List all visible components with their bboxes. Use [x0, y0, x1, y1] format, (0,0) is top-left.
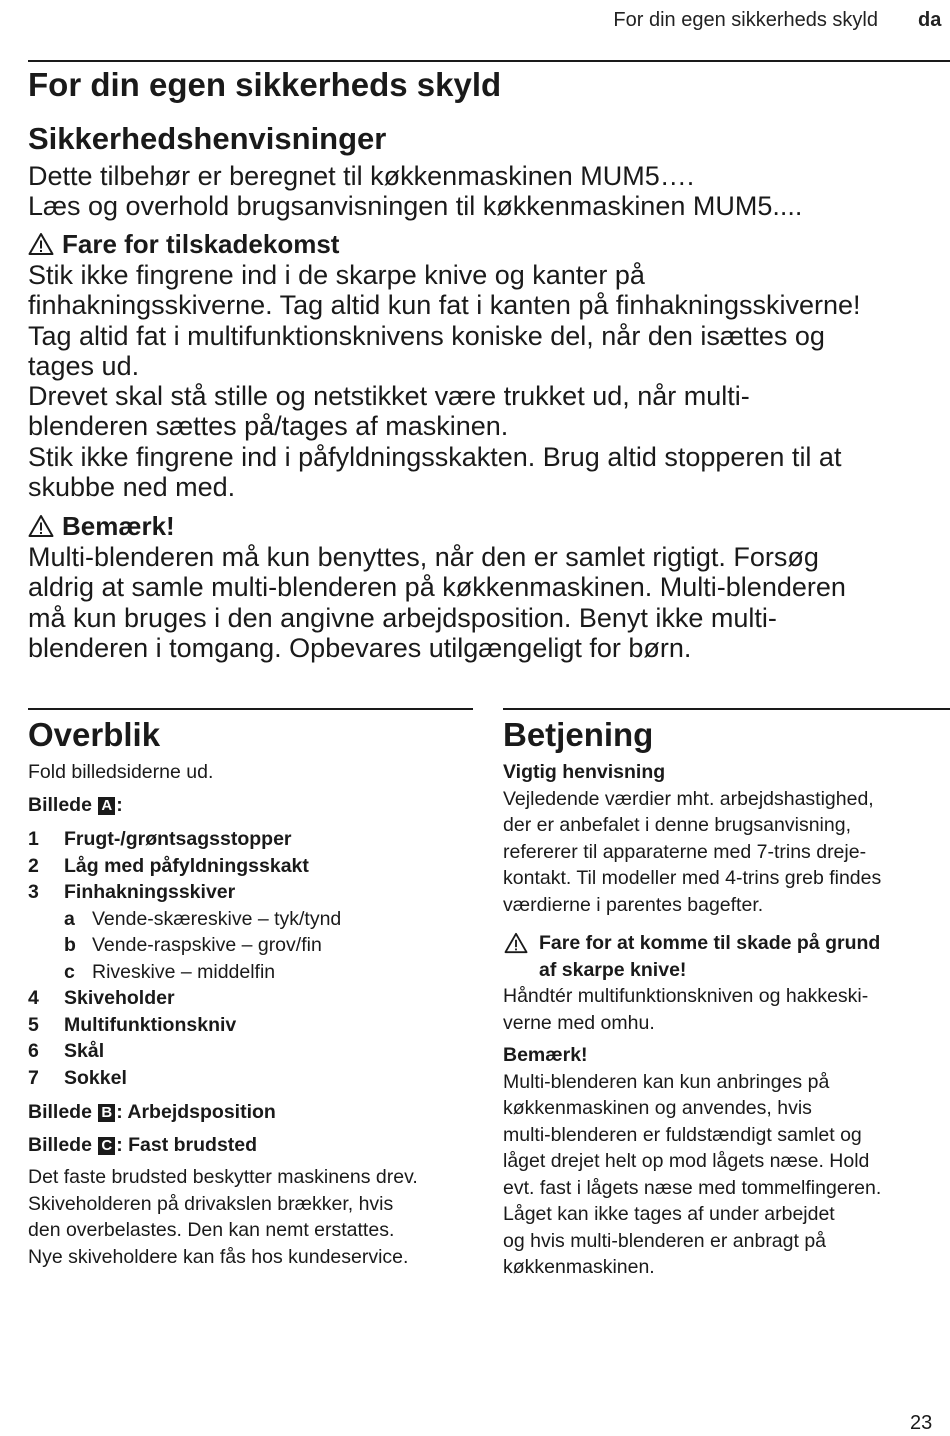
warning-heading — [28, 229, 339, 259]
warning-line: Tag altid fat i multifunktionsknivens koniske del, når den isættes og — [28, 320, 825, 351]
figure-a-badge: A — [98, 797, 115, 815]
list-item — [28, 879, 473, 906]
knife-warning-heading — [503, 930, 948, 983]
warning-line: blenderen sættes på/tages af maskinen. — [28, 411, 509, 442]
parts-list — [28, 826, 473, 1091]
running-title: For din egen sikkerheds skyld — [613, 9, 878, 31]
list-item — [28, 826, 473, 853]
notice-heading — [28, 511, 175, 541]
notice-line: aldrig at samle multi-blenderen på køkkenmaskinen. Multi-blenderen — [28, 572, 846, 603]
item-label: Sokkel — [64, 1066, 127, 1089]
item-label: Skiveholder — [64, 987, 175, 1009]
item-number: 5 — [28, 1013, 39, 1036]
note-line: der er anbefalet i denne brugsanvisning, — [503, 814, 851, 836]
warning-triangle-icon — [28, 514, 54, 538]
knife-warning-title — [539, 930, 880, 983]
warning-title-line: Fare for at komme til skade på grund — [539, 932, 881, 954]
page-number: 23 — [910, 1412, 933, 1434]
remark-line: og hvis multi-blenderen er anbragt på — [503, 1229, 827, 1252]
warning-triangle-icon — [28, 232, 54, 256]
note-title: Vigtig henvisning — [503, 761, 666, 783]
note-line: kontakt. Til modeller med 4-trins greb findes — [503, 867, 882, 889]
language-code: da — [918, 9, 942, 31]
note-line: Vejledende værdier mht. arbejdshastighed, — [503, 787, 874, 810]
header-rule — [28, 60, 950, 62]
description-line: den overbelastes. Den kan nemt erstattes. — [28, 1219, 395, 1241]
warning-line: verne med omhu. — [503, 1011, 655, 1034]
note-body — [503, 786, 948, 919]
intro-line: Læs og overhold brugsanvisningen til køkkenmaskinen MUM5.... — [28, 191, 803, 222]
sub-list-item — [28, 959, 473, 986]
warning-triangle-icon — [503, 932, 529, 954]
warning-line: Drevet skal stå stille og netstikket være trukket ud, når multi- — [28, 381, 750, 412]
description-line: Det faste brudsted beskytter maskinens drev. — [28, 1166, 418, 1188]
list-item — [28, 1065, 473, 1092]
item-label: Frugt-/grøntsagsstopper — [64, 828, 292, 850]
list-item — [28, 1038, 473, 1065]
notice-line: blenderen i tomgang. Opbevares utilgængeligt for børn. — [28, 632, 692, 663]
operation-section — [503, 759, 948, 1281]
warning-title-line: af skarpe knive! — [539, 958, 687, 981]
description-line: Skiveholderen på drivakslen brækker, hvis — [28, 1192, 394, 1215]
item-number: 4 — [28, 987, 39, 1009]
warning-line: skubbe ned med. — [28, 472, 236, 503]
overview-section — [28, 759, 473, 1270]
notice-title: Bemærk! — [62, 511, 175, 541]
sub-item-label: Riveskive – middelfin — [92, 960, 276, 983]
item-number: 7 — [28, 1066, 39, 1089]
warning-line: Stik ikke fingrene ind i de skarpe knive og kanter på — [28, 260, 645, 290]
section-subtitle: Sikkerhedshenvisninger — [28, 121, 387, 156]
overview-heading: Overblik — [28, 716, 161, 753]
item-number: 6 — [28, 1040, 39, 1062]
figure-b-label — [28, 1099, 473, 1126]
sub-item-letter: c — [64, 960, 75, 983]
figure-b-prefix: Billede — [28, 1101, 98, 1123]
item-label: Låg med påfyldningsskakt — [64, 854, 309, 877]
remark-line: multi-blenderen er fuldstændigt samlet og — [503, 1123, 862, 1146]
sub-item-label: Vende-raspskive – grov/fin — [92, 934, 322, 956]
warning-line: finhakningsskiverne. Tag altid kun fat i kanten på finhakningsskiverne! — [28, 290, 861, 321]
list-item — [28, 853, 473, 880]
item-number: 2 — [28, 854, 39, 877]
sub-list-item — [28, 906, 473, 933]
figure-c-suffix: : Fast brudsted — [116, 1133, 258, 1156]
operation-heading: Betjening — [503, 716, 654, 753]
remark-body — [503, 1069, 948, 1281]
figure-a-prefix: Billede — [28, 793, 98, 816]
notice-body — [28, 542, 948, 663]
overview-rule — [28, 708, 473, 710]
remark-line: evt. fast i lågets næse med tommelfingeren. — [503, 1176, 882, 1199]
figure-b-suffix: : Arbejdsposition — [116, 1101, 276, 1123]
item-label: Skål — [64, 1040, 105, 1062]
figure-a-label — [28, 792, 473, 819]
item-number: 3 — [28, 881, 39, 903]
item-number: 1 — [28, 828, 39, 850]
notice-line: må kun bruges i den angivne arbejdsposition. Benyt ikke multi- — [28, 602, 777, 633]
list-item — [28, 985, 473, 1012]
operation-rule — [503, 708, 950, 710]
figure-c-badge: C — [98, 1137, 115, 1155]
description-line: Nye skiveholdere kan fås hos kundeservice. — [28, 1245, 409, 1268]
sub-item-letter: a — [64, 907, 75, 930]
sub-item-letter: b — [64, 934, 76, 956]
figure-a-suffix: : — [116, 793, 123, 816]
warning-line: Håndtér multifunktionskniven og hakkeski- — [503, 985, 869, 1007]
remark-title: Bemærk! — [503, 1044, 588, 1066]
item-label: Multifunktionskniv — [64, 1013, 237, 1036]
warning-body — [28, 260, 948, 502]
note-line: refererer til apparaterne med 7-trins dreje- — [503, 840, 867, 863]
intro-line: Dette tilbehør er beregnet til køkkenmaskinen MUM5…. — [28, 161, 695, 191]
intro-text — [28, 161, 948, 222]
list-item — [28, 1012, 473, 1039]
remark-line: køkkenmaskinen. — [503, 1256, 655, 1278]
fold-instruction: Fold billedsiderne ud. — [28, 761, 214, 783]
warning-title: Fare for tilskadekomst — [62, 229, 340, 259]
remark-line: Låget kan ikke tages af under arbejdet — [503, 1203, 835, 1225]
figure-b-badge: B — [98, 1104, 115, 1122]
warning-line: tages ud. — [28, 350, 140, 381]
remark-line: køkkenmaskinen og anvendes, hvis — [503, 1097, 812, 1119]
sub-list-item — [28, 932, 473, 959]
breakpoint-description — [28, 1164, 473, 1270]
warning-line: Stik ikke fingrene ind i påfyldningsskakten. Brug altid stopperen til at — [28, 441, 842, 472]
page-title: For din egen sikkerheds skyld — [28, 66, 502, 103]
remark-line: låget drejet helt op mod lågets næse. Hold — [503, 1150, 870, 1172]
knife-warning-body — [503, 983, 948, 1036]
sub-item-label: Vende-skæreskive – tyk/tynd — [92, 907, 342, 930]
figure-c-label — [28, 1132, 473, 1159]
figure-c-prefix: Billede — [28, 1133, 98, 1156]
notice-line: Multi-blenderen må kun benyttes, når den er samlet rigtigt. Forsøg — [28, 542, 819, 572]
note-line: værdierne i parentes bagefter. — [503, 893, 764, 916]
remark-line: Multi-blenderen kan kun anbringes på — [503, 1070, 830, 1093]
item-label: Finhakningsskiver — [64, 881, 236, 903]
